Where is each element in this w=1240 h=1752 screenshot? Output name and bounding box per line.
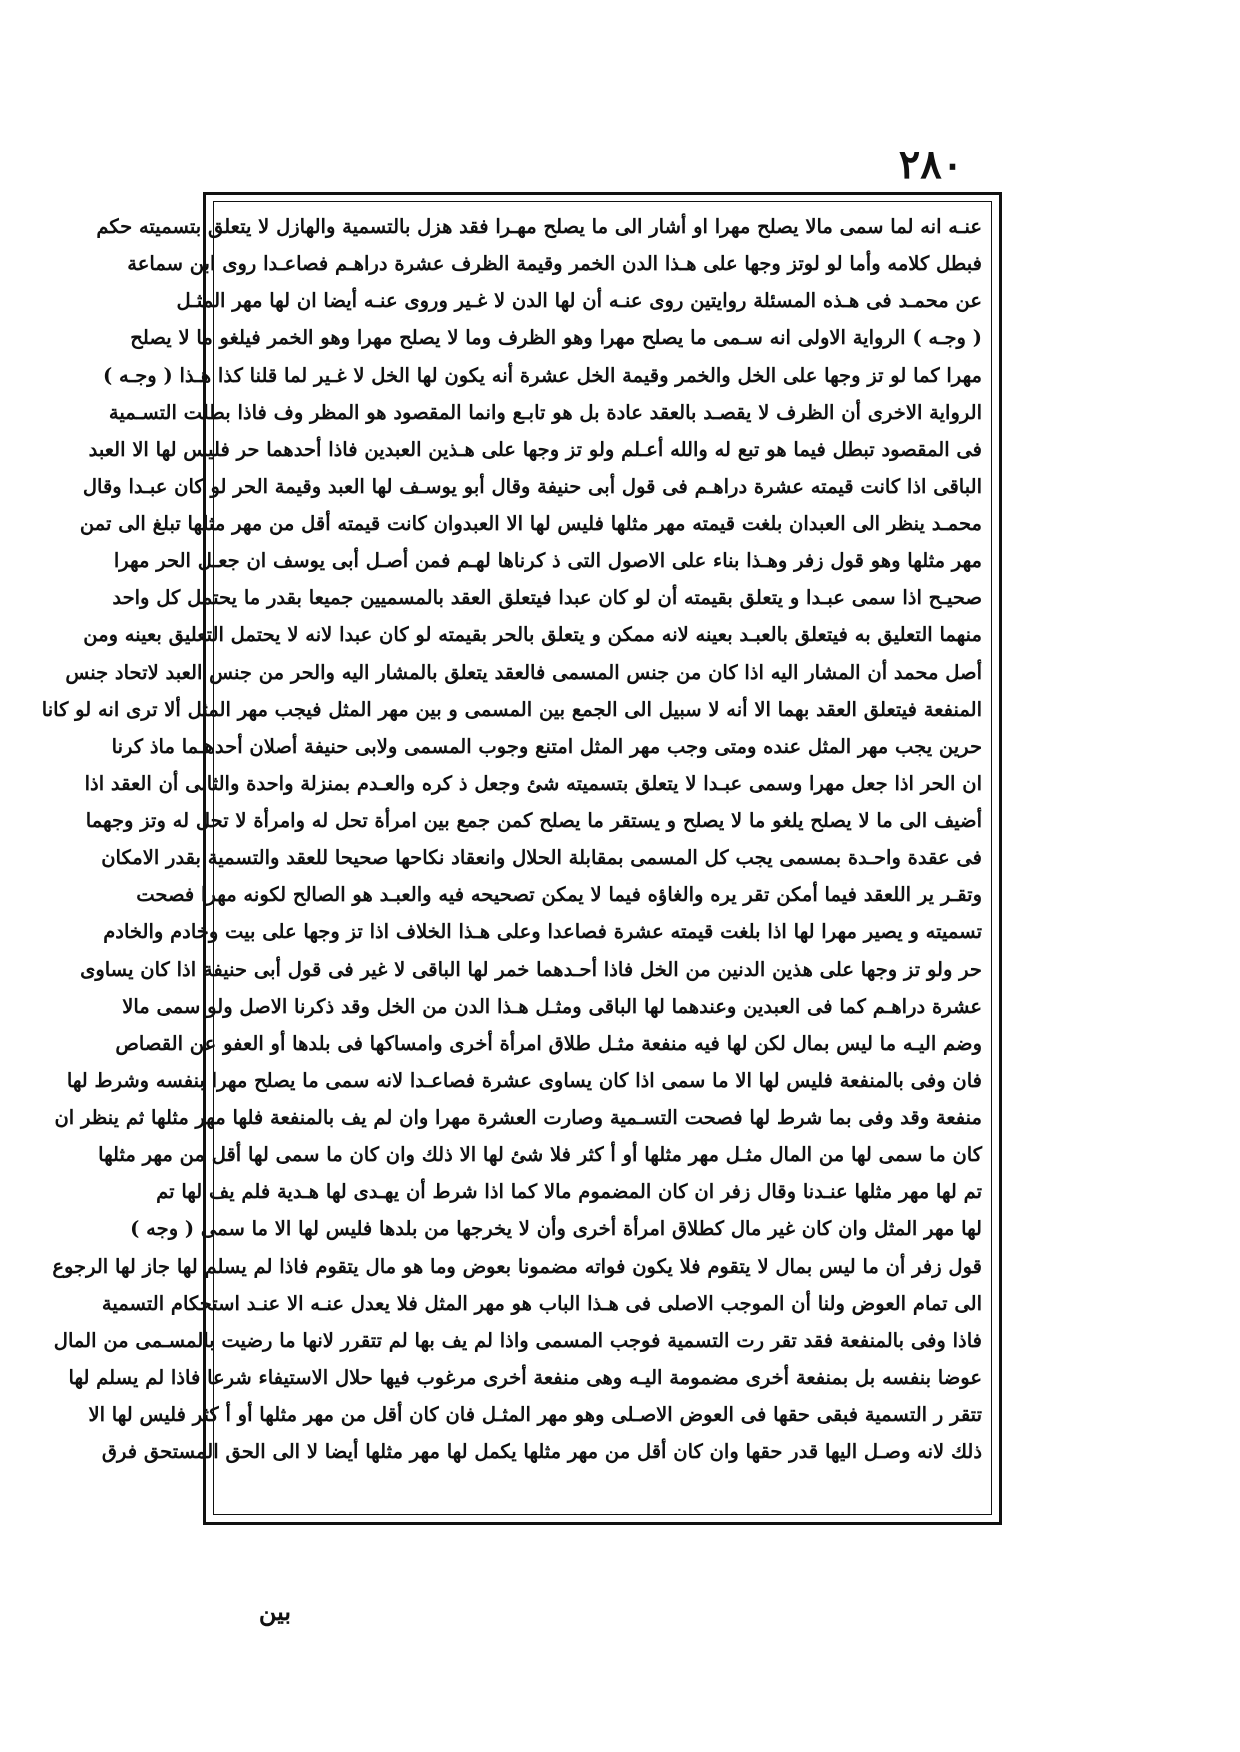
text-line: فان وفى بالمنفعة فليس لها الا ما سمى اذا كان يساوى عشرة فصاعـدا لانه سمى ما يصلح مهرا بنفسه وشرط لها [66, 1068, 982, 1092]
text-line: المنفعة فيتعلق العقد بهما الا أنه لا سبيل الى الجمع بين المسمى و بين مهر المثل فيجب مهر المثل ألا ترى انه لو كانا [41, 697, 982, 721]
body-text [41, 208, 982, 1508]
text-line: ( وجـه ) الرواية الاولى انه سـمى ما يصلح مهرا وهو الظرف وما لا يصلح مهرا وهو الخمر فيلغو ما لا يصلح [130, 326, 982, 350]
text-line: صحيـح اذا سمى عبـدا و يتعلق بقيمته أن لو كان عبدا فيتعلق العقد بالمسميين جميعا بقدر ما يحتمل كل واحد [112, 586, 982, 610]
text-line: ان الحر اذا جعل مهرا وسمى عبـدا لا يتعلق بتسميته شئ وجعل ذ كره والعـدم بمنزلة واحدة والثانى أن العقد اذا [84, 771, 982, 795]
text-line [224, 1470, 982, 1507]
text-line: أضيف الى ما لا يصلح يلغو ما لا يصلح و يستقر ما يصلح كمن جمع بين امرأة تحل له وامرأة لا تحل له وتز وجهما [85, 809, 982, 832]
text-line: وضم اليـه ما ليس بمال لكن لها فيه منفعة مثـل طلاق امرأة أخرى وامساكها فى بلدها أو العفو عن القصاص [115, 1031, 982, 1055]
text-line: عوضا بنفسه بل بمنفعة أخرى مضمومة اليـه وهى منفعة أخرى مرغوب فيها حلال الاستيفاء شرعا فاذا لم يسلم لها [68, 1365, 982, 1389]
text-line: حر ولو تز وجها على هذين الدنين من الخل فاذا أحـدهما خمر لها الباقى لا غير فى قول أبى حنيفة اذا كان يساوى [80, 957, 982, 981]
text-line: تم لها مهر مثلها عنـدنا وقال زفر ان كان المضموم مالا كما اذا شرط أن يهـدى لها هـدية فلم يف لها تم [156, 1180, 982, 1204]
text-line: مهر مثلها وهو قول زفر وهـذا بناء على الاصول التى ذ كرناها لهـم فمن أصـل أبى يوسف ان جعـل الحر مهرا [113, 549, 982, 573]
text-line: لها مهر المثل وان كان غير مال كطلاق امرأة أخرى وأن لا يخرجها من بلدها فليس لها الا ما سمى ( وجه ) [130, 1217, 982, 1241]
text-line: قول زفر أن ما ليس بمال لا يتقوم فلا يكون فواته مضمونا بعوض وما هو مال يتقوم فاذا لم يسلم لها جاز لها الرجوع [52, 1254, 982, 1278]
text-line: الرواية الاخرى أن الظرف لا يقصـد بالعقد عادة بل هو تابـع وانما المقصود هو المظر وف فاذا بطلت التسـمية [108, 400, 982, 424]
text-line: فى المقصود تبطل فيما هو تبع له والله أعـلم ولو تز وجها على هـذين العبدين فاذا أحدهما حر فليس لها الا العبد [88, 437, 982, 461]
text-line: أصل محمد أن المشار اليه اذا كان من جنس المسمى فالعقد يتعلق بالمشار اليه والحر من جنس العبد لاتحاد جنس [65, 660, 982, 684]
page-number: ٢٨٠ [898, 141, 964, 188]
text-line: منفعة وقد وفى بما شرط لها فصحت التسـمية وصارت العشرة مهرا وان لم يف بالمنفعة فلها مهر مثلها ثم ينظر ان [54, 1106, 982, 1129]
text-line: تسميته و يصير مهرا لها اذا بلغت قيمته عشرة فصاعدا وعلى هـذا الخلاف اذا تز وجها على بيت وخادم والخادم [103, 920, 982, 944]
text-line: كان ما سمى لها من المال مثـل مهر مثلها أو أ كثر فلا شئ لها الا ذلك وان كان ما سمى لها أقل من مهر مثلها [98, 1143, 982, 1167]
text-line: عشرة دراهـم كما فى العبدين وعندهما لها الباقى ومثـل هـذا الدن من الخل وقد ذكرنا الاصل ولو سمى مالا [122, 994, 982, 1018]
text-line: الى تمام العوض ولنا أن الموجب الاصلى فى هـذا الباب هو مهر المثل فلا يعدل عنـه الا عنـد استحكام التسمية [101, 1291, 982, 1315]
catchword: بين [258, 1597, 292, 1626]
text-line: فى عقدة واحـدة بمسمى يجب كل المسمى بمقابلة الحلال وانعقاد نكاحها صحيحا للعقد والتسمية بقدر الامكان [101, 846, 982, 870]
text-line: عنـه انه لما سمى مالا يصلح مهرا او أشار الى ما يصلح مهـرا فقد هزل بالتسمية والهازل لا يتعلق بتسميته حكم [96, 215, 982, 238]
text-line: حرين يجب مهر المثل عنده ومتى وجب مهر المثل امتنع وجوب المسمى ولابى حنيفة أصلان أحدهـما ماذ كرنا [111, 734, 982, 758]
text-line: فبطل كلامه وأما لو لوتز وجها على هـذا الدن الخمر وقيمة الظرف عشرة دراهـم فصاعـدا روى ابن سماعة [127, 252, 982, 276]
text-line: الباقى اذا كانت قيمته عشرة دراهـم فى قول أبى حنيفة وقال أبو يوسـف لها العبد وقيمة الحر لو كان عبـدا وقال [82, 474, 982, 498]
text-line: مهرا كما لو تز وجها على الخل والخمر وقيمة الخل عشرة أنه يكون لها الخل لا غـير لما قلنا كذا هـذا ( وجـه ) [103, 363, 982, 387]
text-line: تتقر ر التسمية فبقى حقها فى العوض الاصـلى وهو مهر المثـل فان كان أقل من مهر مثلها أو أ كثر فليس لها الا [88, 1403, 982, 1426]
text-line: ذلك لانه وصـل اليها قدر حقها وان كان أقل من مهر مثلها يكمل لها مهر مثلها أيضا لا الى الحق المستحق فرق [101, 1440, 982, 1464]
text-line: عن محمـد فى هـذه المسئلة روايتين روى عنـه أن لها الدن لا غـير وروى عنـه أيضا ان لها مهر المثـل [176, 289, 982, 313]
text-line: وتقـر ير اللعقد فيما أمكن تقر يره والغاؤه فيما لا يمكن تصحيحه فيه والعبـد هو الصالح لكونه مهرا فصحت [136, 883, 982, 907]
text-line: محمـد ينظر الى العبدان بلغت قيمته مهر مثلها فليس لها الا العبدوان كانت قيمته أقل من مهر مثلها تبلغ الى تمن [79, 512, 982, 535]
text-line: فاذا وفى بالمنفعة فقد تقر رت التسمية فوجب المسمى واذا لم يف بها لم تتقرر لانها ما رضيت بالمسـمى من المال [53, 1328, 982, 1352]
text-line: منهما التعليق به فيتعلق بالعبـد بعينه لانه ممكن و يتعلق بالحر بقيمته لو كان عبدا لانه لا يحتمل التعليق بعينه ومن [83, 623, 982, 647]
